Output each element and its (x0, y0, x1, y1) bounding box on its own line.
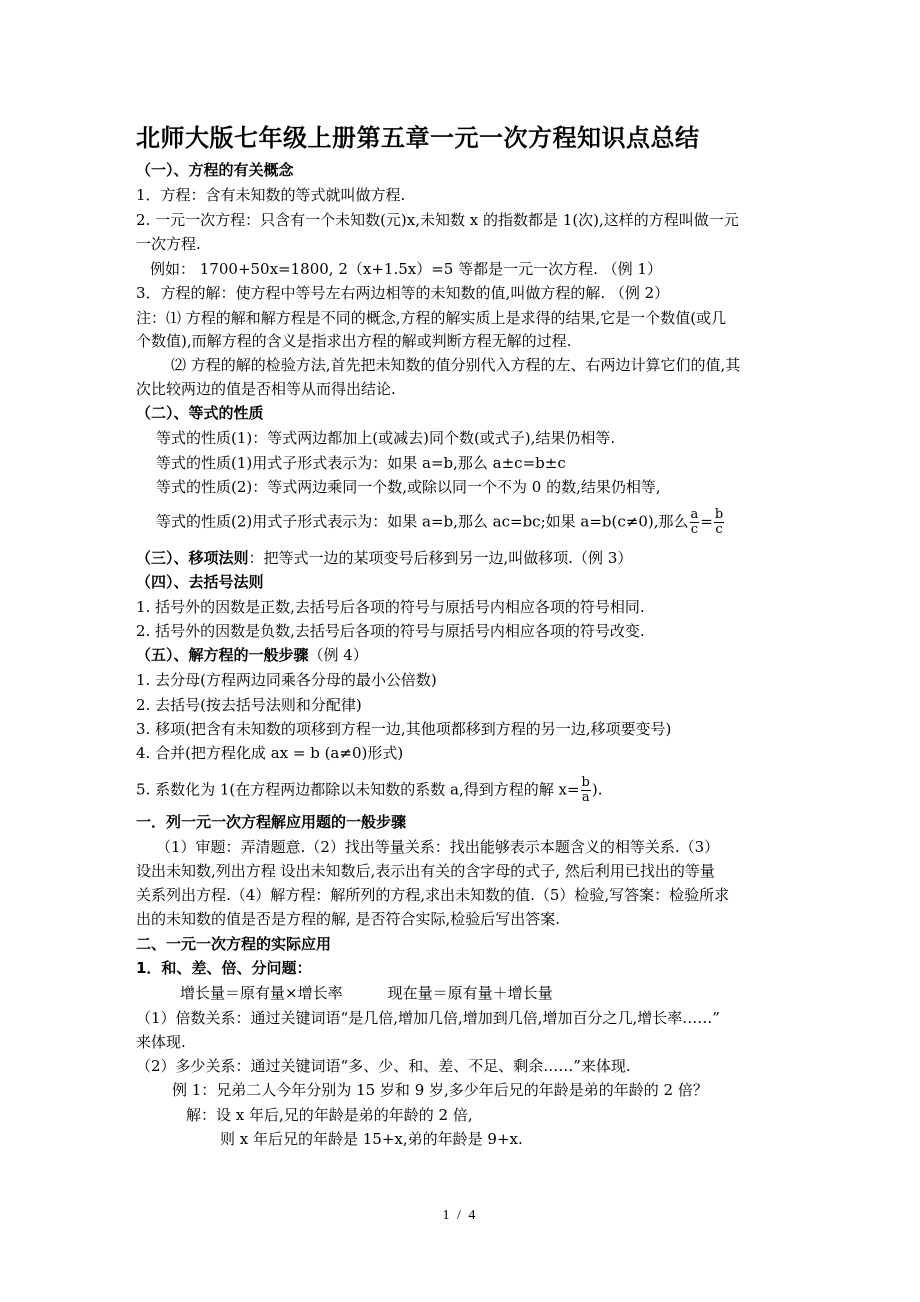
step-text-end: ). (591, 780, 603, 799)
step-item (136, 776, 602, 805)
fraction-numerator: a (690, 507, 699, 522)
section-5-suffix: （例 4） (308, 646, 368, 664)
part-2-heading: 二、一元一次方程的实际应用 (136, 935, 332, 953)
fraction-denominator: c (715, 522, 723, 537)
note-line: 注：⑴ 方程的解和解方程是不同的概念,方程的解实质上是求得的结果,它是一个数值(或几 (136, 309, 727, 327)
text-line: 2. 一元一次方程：只含有一个未知数(元)x,未知数 x 的指数都是 1(次),这样的方程叫做一元 (136, 211, 739, 229)
text-line: 等式的性质(1)用式子形式表示为：如果 a=b,那么 a±c=b±c (156, 454, 566, 472)
section-5-line (136, 645, 368, 665)
text-line: 出的未知数的值是否是方程的解, 是否符合实际,检验后写出答案. (136, 910, 561, 928)
text-line: 设出未知数,列出方程 设出未知数后,表示出有关的含字母的式子, 然后利用已找出的等量 (136, 862, 715, 880)
step-text: 5. 系数化为 1(在方程两边都除以未知数的系数 a,得到方程的解 x= (136, 780, 580, 799)
page-title: 北师大版七年级上册第五章一元一次方程知识点总结 (136, 124, 700, 152)
part-1-heading: 一．列一元一次方程解应用题的一般步骤 (136, 813, 407, 831)
text-line: 关系列出方程.（4）解方程：解所列的方程,求出未知数的值.（5）检验,写答案：检验所求 (136, 886, 730, 904)
text-line: 等式的性质(1)：等式两边都加上(或减去)同个数(或式子),结果仍相等. (156, 429, 616, 447)
text-line: 1. 括号外的因数是正数,去括号后各项的符号与原括号内相应各项的符号相同. (136, 598, 645, 616)
example-line: 例 1：兄弟二人今年分别为 15 岁和 9 岁,多少年后兄的年龄是弟的年龄的 2 倍？ (172, 1081, 708, 1099)
fraction-b-over-c (714, 508, 724, 537)
text-line: 1．方程：含有未知数的等式就叫做方程. (136, 186, 406, 204)
step-item: 1. 去分母(方程两边同乘各分母的最小公倍数) (136, 671, 437, 689)
page-number: 1 / 4 (442, 1208, 478, 1223)
fraction-numerator: b (714, 507, 724, 522)
text-line: 2. 括号外的因数是负数,去括号后各项的符号与原括号内相应各项的符号改变. (136, 622, 645, 640)
section-1-heading: （一）、方程的有关概念 (136, 161, 294, 179)
fraction-numerator: b (581, 775, 590, 790)
section-3-line (136, 548, 632, 568)
text-line: （1）审题：弄清题意.（2）找出等量关系：找出能够表示本题含义的相等关系.（3） (156, 838, 720, 856)
step-item: 2. 去括号(按去括号法则和分配律) (136, 696, 362, 714)
note-line: 个数值),而解方程的含义是指求出方程的解或判断方程无解的过程. (136, 332, 572, 350)
section-5-heading: （五）、解方程的一般步骤 (136, 646, 309, 664)
note-line: ⑵ 方程的解的检验方法,首先把未知数的值分别代入方程的左、右两边计算它们的值,其 (171, 356, 741, 374)
section-4-heading: （四）、去括号法则 (136, 573, 264, 591)
section-2-heading: （二）、等式的性质 (136, 404, 264, 422)
fraction-b-over-a (581, 776, 591, 805)
fraction-a-over-c (690, 508, 700, 537)
solution-line: 则 x 年后兄的年龄是 15+x,弟的年龄是 9+x. (220, 1130, 523, 1148)
section-3-text: ：把等式一边的某项变号后移到另一边,叫做移项.（例 3） (248, 549, 633, 567)
fraction-denominator: c (690, 522, 699, 537)
text-line: （1）倍数关系：通过关键词语“是几倍,增加几倍,增加到几倍,增加百分之几,增长率……” (136, 1009, 720, 1027)
fraction-denominator: a (581, 790, 590, 805)
note-line: 次比较两边的值是否相等从而得出结论. (136, 380, 396, 398)
part-2-subheading: 1．和、差、倍、分问题： (136, 959, 312, 977)
equals-sign: = (700, 512, 713, 531)
step-item: 3. 移项(把含有未知数的项移到方程一边,其他项都移到方程的另一边,移项要变号) (136, 720, 672, 738)
text-line: 3．方程的解：使方程中等号左右两边相等的未知数的值,叫做方程的解. （例 2） (136, 284, 670, 302)
example-line: 例如： 1700+50x=1800, 2（x+1.5x）=5 等都是一元一次方程. （例 1） (150, 260, 662, 278)
text-line: （2）多少关系：通过关键词语“多、少、和、差、不足、剩余……”来体现. (136, 1057, 631, 1075)
formula-text: 等式的性质(2)用式子形式表示为：如果 a=b,那么 ac=bc;如果 a=b(c≠0),那么 (156, 512, 689, 531)
solution-line: 解：设 x 年后,兄的年龄是弟的年龄的 2 倍, (186, 1106, 473, 1124)
section-3-heading: （三）、移项法则 (136, 549, 249, 567)
step-item: 4. 合并(把方程化成 ax = b (a≠0)形式) (136, 744, 404, 762)
text-line: 来体现. (136, 1033, 186, 1051)
text-line: 等式的性质(2)：等式两边乘同一个数,或除以同一个不为 0 的数,结果仍相等, (156, 478, 661, 496)
text-line: 一次方程. (136, 235, 201, 253)
formula-line (156, 508, 725, 537)
formula-line: 增长量＝原有量×增长率 现在量＝原有量＋增长量 (180, 984, 553, 1002)
